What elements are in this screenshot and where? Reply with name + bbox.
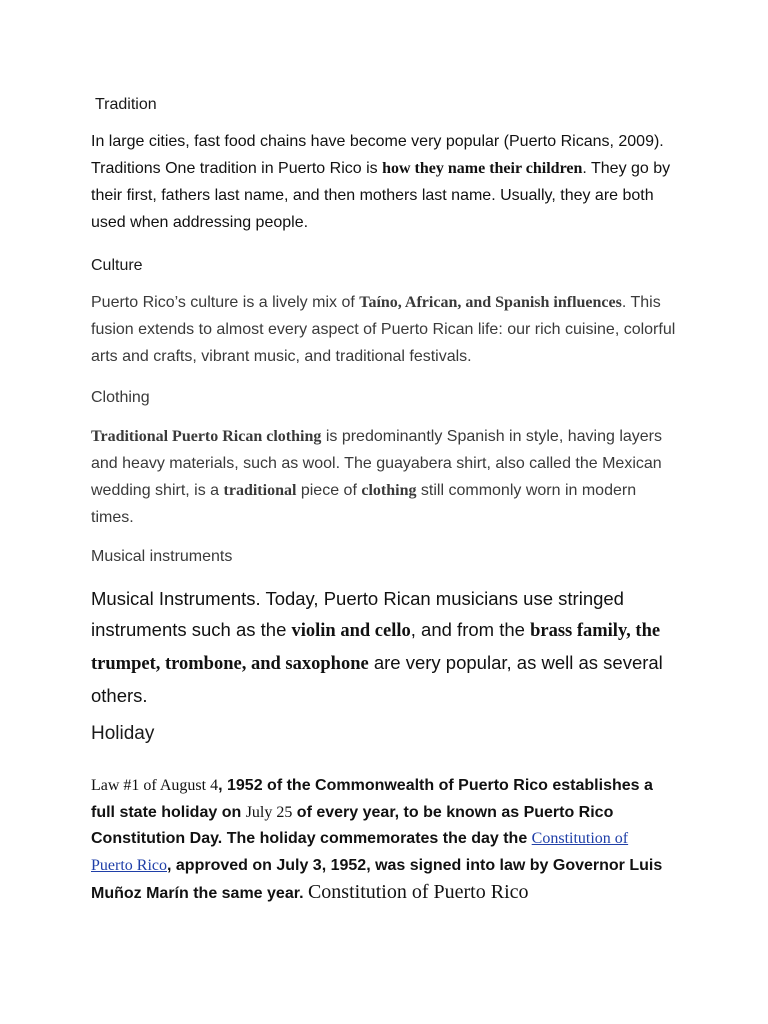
holiday-bold-1: , 1952 of the Commonwealth of Puerto Rico establishes a full state holiday on	[91, 777, 653, 821]
paragraph-culture	[91, 289, 691, 370]
heading-holiday: Holiday	[91, 723, 155, 744]
clothing-bold-3: clothing	[361, 482, 417, 499]
holiday-bold-2: of every year, to be known as Puerto Rico Constitution Day. The holiday commemorates the day the	[91, 803, 614, 847]
culture-text-2: . This fusion extends to almost every aspect of Puerto Rican life: our rich cuisine, colorful arts and crafts, vibrant music, and traditional festivals.	[91, 294, 676, 365]
holiday-serif-1: Law #1 of August 4	[91, 777, 219, 794]
paragraph-musical-instruments	[91, 583, 671, 711]
constitution-link[interactable]: Constitution of Puerto Rico	[91, 830, 629, 874]
clothing-text-3: still commonly worn in modern times.	[91, 482, 637, 526]
clothing-bold-2: traditional	[223, 482, 297, 499]
heading-clothing: Clothing	[91, 389, 150, 406]
music-text-1: Musical Instruments. Today, Puerto Rican musicians use stringed instruments such as the	[91, 588, 624, 640]
paragraph-holiday	[91, 773, 671, 908]
clothing-text-1: is predominantly Spanish in style, having layers and heavy materials, such as wool. The guayabera shirt, also called the Mexican wedding shirt, is a	[91, 428, 662, 499]
tradition-text-1: In large cities, fast food chains have become very popular (Puerto Ricans, 2009). Traditions One tradition in Puerto Rico is	[91, 133, 664, 177]
paragraph-tradition	[91, 128, 681, 236]
holiday-bold-3: , approved on July 3, 1952, was signed into law by Governor Luis Muñoz Marín the same year.	[91, 856, 663, 902]
music-text-2: , and from the	[410, 619, 531, 640]
heading-musical-instruments: Musical instruments	[91, 548, 233, 565]
paragraph-clothing	[91, 423, 681, 531]
heading-culture: Culture	[91, 257, 143, 274]
holiday-serif-3: Constitution of Puerto Rico	[307, 881, 529, 903]
culture-text-1: Puerto Rico’s culture is a lively mix of	[91, 294, 360, 311]
tradition-text-2: . They go by their first, fathers last name, and then mothers last name. Usually, they are both used when addressing people.	[91, 160, 671, 231]
holiday-serif-2: July 25	[245, 803, 293, 821]
music-text-3: are very popular, as well as several others.	[91, 652, 663, 706]
tradition-bold-text: how they name their children	[382, 160, 583, 177]
clothing-text-2: piece of	[296, 482, 362, 499]
clothing-bold-1: Traditional Puerto Rican clothing	[91, 428, 322, 445]
culture-bold-text: Taíno, African, and Spanish influences	[359, 294, 622, 311]
heading-tradition: Tradition	[95, 96, 157, 113]
music-bold-1: violin and cello	[291, 621, 411, 641]
music-bold-2: brass family, the trumpet, trombone, and saxophone	[91, 621, 661, 674]
